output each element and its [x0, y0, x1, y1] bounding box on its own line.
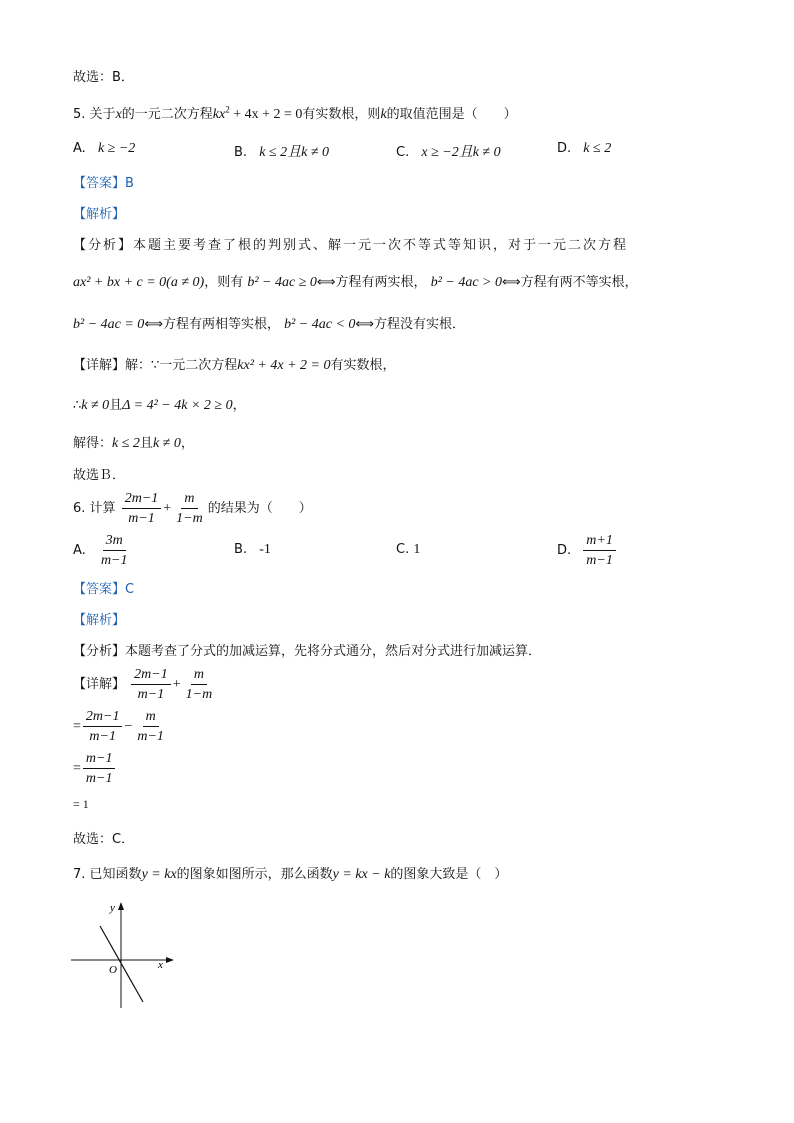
q5-option-c	[396, 141, 501, 161]
numerator: m	[143, 708, 159, 727]
q5-xiangjie-line-3	[73, 432, 194, 452]
q6-step-2	[73, 708, 169, 745]
fenxi-text: 本题主要考查了根的判别式、解一元一次不等式等知识，对于一元二次方程	[133, 238, 629, 253]
condition: k ≠ 0	[81, 398, 110, 413]
q5-fenxi-line-2	[73, 271, 638, 291]
denominator: m−1	[85, 771, 113, 786]
q7-number: 7.	[73, 867, 86, 882]
text: 的图象如图所示，那么函数	[176, 867, 333, 882]
denominator: m−1	[586, 553, 613, 568]
text: 有实数根，	[330, 358, 396, 373]
option-text: x ≥ −2且k ≠ 0	[421, 145, 501, 160]
text: 且	[139, 436, 153, 451]
q5-conclusion: 故选Ｂ．	[73, 468, 126, 483]
q5-eq-kx: kx	[212, 107, 226, 122]
q6-option-d	[557, 532, 618, 569]
numerator: 2m−1	[83, 708, 123, 727]
operator: +	[163, 501, 172, 516]
x-axis-arrow	[166, 957, 174, 963]
general-quadratic: ax² + bx + c = 0(a ≠ 0)	[73, 275, 205, 290]
fraction	[134, 708, 167, 745]
q6-option-a	[73, 532, 133, 569]
numerator: 2m−1	[122, 490, 162, 509]
text: 且	[109, 398, 123, 413]
option-label: A.	[73, 543, 86, 558]
q5-xiangjie-line-2	[73, 394, 246, 414]
text: ⟺方程有两不等实根，	[502, 275, 638, 290]
discriminant-lt: b² − 4ac < 0	[284, 317, 356, 332]
option-label: D.	[557, 141, 572, 156]
discriminant-eq: b² − 4ac = 0	[73, 317, 145, 332]
fraction	[98, 532, 131, 569]
q6-analysis-heading: 【解析】	[73, 613, 126, 628]
function-2: y = kx − k	[332, 867, 391, 882]
numerator: m−1	[83, 750, 116, 769]
q6-answer: 【答案】C	[73, 582, 135, 597]
therefore-symbol: ∴	[73, 398, 82, 413]
denominator: 1−m	[185, 687, 213, 702]
option-label: C.	[396, 542, 410, 557]
prev-conclusion: 故选：B．	[73, 70, 134, 85]
numerator: 2m−1	[131, 666, 171, 685]
q6-fenxi: 【分析】本题考查了分式的加减运算，先将分式通分，然后对分式进行加减运算．	[73, 644, 542, 659]
text: 解：∵一元二次方程	[125, 358, 238, 373]
q5-analysis-heading: 【解析】	[73, 207, 126, 222]
equals: =	[73, 761, 81, 776]
text: ，则有	[204, 275, 244, 290]
q6-conclusion: 故选：C．	[73, 832, 135, 847]
fenxi-tag: 【分析】	[73, 238, 134, 253]
text: 的结果为（ ）	[207, 501, 312, 516]
text: 已知函数	[89, 867, 142, 882]
fraction	[183, 666, 216, 703]
y-axis-label: y	[110, 902, 115, 914]
option-text: k ≤ 2	[583, 141, 612, 156]
xiangjie-tag: 【详解】	[73, 677, 126, 692]
numerator: m	[191, 666, 207, 685]
fraction	[583, 532, 616, 569]
q5-text-4: 的取值范围是（ ）	[386, 107, 517, 122]
q5-option-d	[557, 141, 611, 157]
numerator: m	[181, 490, 197, 509]
result: k ≠ 0	[152, 436, 181, 451]
text: ⟺方程没有实根．	[355, 317, 466, 332]
q5-text-3: 有实数根，则	[302, 107, 381, 122]
q5-option-b	[234, 141, 329, 161]
q6-step-4: = 1	[73, 797, 89, 811]
q5-option-a	[73, 141, 135, 157]
option-text: k ≥ −2	[97, 141, 136, 156]
numerator: 3m	[103, 532, 126, 551]
q6-option-c	[396, 542, 420, 558]
q6-option-b	[234, 542, 271, 558]
text: ⟺方程有两相等实根，	[144, 317, 280, 332]
text: ⟺方程有两实根，	[316, 275, 427, 290]
numerator: m+1	[583, 532, 616, 551]
q5-fenxi-line-3	[73, 313, 465, 333]
discriminant: Δ = 4² − 4k × 2 ≥ 0	[122, 398, 233, 413]
fraction	[131, 666, 171, 703]
option-label: D.	[557, 543, 572, 558]
denominator: m−1	[137, 729, 164, 744]
denominator: m−1	[137, 687, 165, 702]
option-label: B.	[234, 145, 248, 160]
option-label: B.	[234, 542, 248, 557]
option-text: -1	[259, 542, 271, 557]
text: ，	[180, 436, 194, 451]
q5-answer: 【答案】B	[73, 176, 134, 191]
denominator: m−1	[100, 553, 128, 568]
option-label: A.	[73, 141, 86, 156]
x-axis-label: x	[158, 959, 163, 971]
q6-stem	[73, 490, 312, 527]
fraction	[173, 490, 206, 527]
q7-stem	[73, 863, 507, 883]
q7-graph	[66, 896, 181, 1016]
q5-text-2: 的一元二次方程	[121, 107, 213, 122]
q6-step-3	[73, 750, 117, 787]
denominator: m−1	[89, 729, 116, 744]
xiangjie-tag: 【详解】	[73, 358, 126, 373]
operator: +	[172, 677, 181, 692]
option-text: 1	[413, 542, 421, 557]
denominator: m−1	[128, 511, 155, 526]
q5-text-1: 关于	[89, 107, 116, 122]
q5-xiangjie-line-1	[73, 354, 396, 374]
q5-stem	[73, 103, 517, 123]
q6-number: 6.	[73, 501, 86, 516]
q6-step-1	[73, 666, 217, 703]
q5-fenxi-line-1	[73, 234, 628, 253]
result: k ≤ 2	[112, 436, 140, 451]
text: 计算	[89, 501, 116, 516]
q5-number: 5.	[73, 107, 86, 122]
fraction	[122, 490, 162, 527]
fraction	[83, 708, 123, 745]
discriminant-gt: b² − 4ac > 0	[430, 275, 502, 290]
text: ，	[232, 398, 246, 413]
q5-var-x: x	[115, 107, 122, 122]
text: 的图象大致是（ ）	[390, 867, 508, 882]
text: 解得：	[73, 436, 113, 451]
equation: kx² + 4x + 2 = 0	[237, 358, 331, 373]
q5-eq-rest: + 4x + 2 = 0	[229, 107, 303, 122]
origin-label: O	[109, 964, 117, 976]
denominator: 1−m	[176, 511, 203, 526]
q5-var-k: k	[380, 107, 387, 122]
option-label: C.	[396, 145, 410, 160]
equals: =	[73, 719, 81, 734]
operator: −	[124, 719, 133, 734]
q5-eq-sup: 2	[225, 104, 230, 115]
y-axis-arrow	[118, 902, 124, 910]
fraction	[83, 750, 116, 787]
option-text: k ≤ 2且k ≠ 0	[259, 145, 329, 160]
discriminant-ge: b² − 4ac ≥ 0	[247, 275, 317, 290]
function-1: y = kx	[141, 867, 177, 882]
